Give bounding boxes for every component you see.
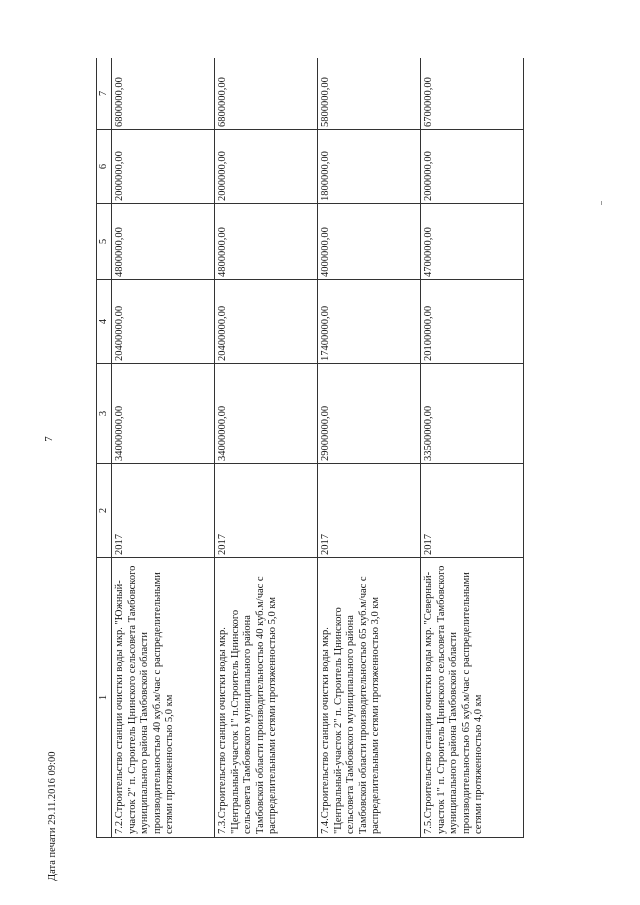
amount-cell-5: 4000000,00: [318, 204, 421, 280]
amount-cell-3: 34000000,00: [112, 364, 215, 464]
header-row: [97, 58, 112, 838]
amount-cell-6: 2000000,00: [215, 130, 318, 204]
amount-cell-5: 4800000,00: [112, 204, 215, 280]
year-cell: 2017: [112, 464, 215, 558]
amount-cell-4: 20400000,00: [112, 280, 215, 364]
print-date: Дата печати 29.11.2016 09:00: [47, 751, 58, 881]
amount-cell-7: 5800000,00: [318, 58, 421, 130]
project-name-cell: 7.3.Строительство станции очистки воды мкр. "Центральный-участок 1" п.Строитель Цнинского сельсовета Тамбовского муниципального района Тамбовской области производительностью 40 куб.м/час с распределительными сетями протяженностью 5,0 км: [215, 558, 318, 838]
amount-cell-7: 6800000,00: [215, 58, 318, 130]
header-cell-3: 3: [97, 364, 112, 464]
year-cell: 2017: [318, 464, 421, 558]
amount-cell-6: 1800000,00: [318, 130, 421, 204]
header-cell-1: 1: [97, 558, 112, 838]
table-row: [215, 58, 318, 838]
amount-cell-4: 20400000,00: [215, 280, 318, 364]
table-row: [421, 58, 524, 838]
year-cell: 2017: [421, 464, 524, 558]
project-name-cell: 7.4.Строительство станции очистки воды мкр. "Центральный-участок 2" п. Строитель Цнинского сельсовета Тамбовского муниципального района Тамбовской области производительностью 65 куб.м/час с распределительными сетями протяженностью 3,0 км: [318, 558, 421, 838]
amount-cell-4: 17400000,00: [318, 280, 421, 364]
project-name-cell: 7.5.Строительство станции очистки воды мкр. "Северный-участок 1" п. Строитель Цнинского сельсовета Тамбовского муниципального района Тамбовской области производительностью 65 куб.м/час с распределительными сетями протяженностью 4,0 км: [421, 558, 524, 838]
header-cell-4: 4: [97, 280, 112, 364]
header-cell-6: 6: [97, 130, 112, 204]
table-container: [96, 58, 524, 838]
amount-cell-7: 6800000,00: [112, 58, 215, 130]
budget-table: [96, 58, 524, 838]
amount-cell-5: 4800000,00: [215, 204, 318, 280]
header-cell-5: 5: [97, 204, 112, 280]
amount-cell-7: 6700000,00: [421, 58, 524, 130]
amount-cell-3: 29000000,00: [318, 364, 421, 464]
amount-cell-3: 34000000,00: [215, 364, 318, 464]
header-cell-2: 2: [97, 464, 112, 558]
table-row: [112, 58, 215, 838]
amount-cell-3: 33500000,00: [421, 364, 524, 464]
amount-cell-6: 2000000,00: [421, 130, 524, 204]
header-cell-7: 7: [97, 58, 112, 130]
project-name-cell: 7.2.Строительство станции очистки воды мкр. "Южный-участок 2" п. Строитель Цнинского сельсовета Тамбовского муниципального района Тамбовской области производительностью 40 куб.м/час с распределительными сетями протяженностью 5,0 км: [112, 558, 215, 838]
rotated-table-frame: [96, 58, 524, 838]
year-cell: 2017: [215, 464, 318, 558]
amount-cell-5: 4700000,00: [421, 204, 524, 280]
amount-cell-4: 20100000,00: [421, 280, 524, 364]
scan-speck: [601, 201, 602, 205]
table-row: [318, 58, 421, 838]
amount-cell-6: 2000000,00: [112, 130, 215, 204]
page-number: 7: [43, 436, 55, 442]
